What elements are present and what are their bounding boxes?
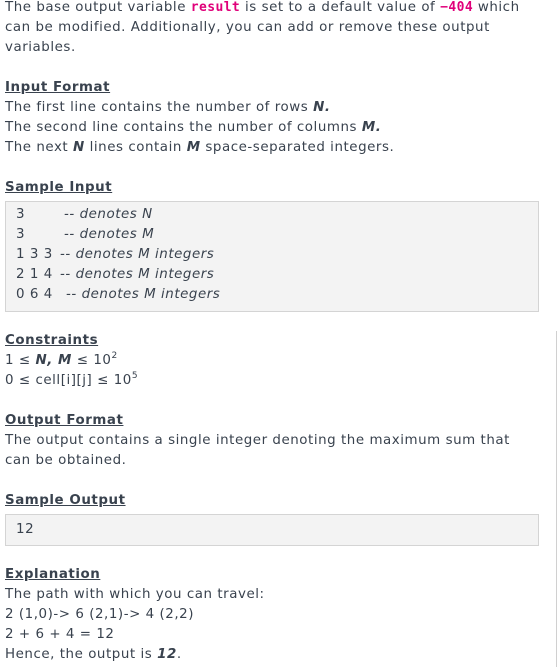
input-format-heading: Input Format — [5, 80, 111, 95]
sample-input-value: 0 6 4 — [16, 287, 53, 302]
sample-output-box — [5, 514, 539, 546]
sample-input-row — [16, 245, 528, 265]
problem-statement — [5, 0, 539, 665]
intro-paragraph — [5, 0, 539, 58]
constraint-text: ≤ 10 — [71, 353, 112, 368]
sample-input-comment: -- denotes N — [64, 207, 153, 222]
variable-m: M — [186, 140, 201, 155]
intro-text: is set to a default value of — [240, 0, 441, 15]
constraint-2 — [5, 371, 539, 391]
sample-input-value: 3 — [16, 207, 26, 222]
result-variable-code: result — [190, 0, 241, 15]
output-format-line-2: can be obtained. — [5, 453, 127, 468]
explanation-text: Hence, the output is — [5, 647, 158, 662]
explanation-line-1: The path with which you can travel: — [5, 587, 265, 602]
sample-input-comment: -- denotes M integers — [60, 267, 215, 282]
explanation-heading: Explanation — [5, 567, 101, 582]
sample-input-comment: -- denotes M integers — [60, 247, 215, 262]
output-format-heading: Output Format — [5, 413, 124, 428]
input-format-line-3 — [5, 138, 539, 158]
input-format-text: space-separated integers. — [200, 140, 395, 155]
sample-input-row — [16, 285, 528, 305]
constraint-text: 1 ≤ — [5, 353, 36, 368]
sample-output-heading: Sample Output — [5, 493, 126, 508]
constraint-exponent: 2 — [111, 351, 118, 361]
intro-line-1 — [5, 0, 539, 18]
sample-input-heading: Sample Input — [5, 180, 113, 195]
explanation-text: . — [176, 647, 182, 662]
intro-text: The base output variable — [5, 0, 191, 15]
input-format-text: lines contain — [84, 140, 187, 155]
sample-input-comment: -- denotes M — [64, 227, 155, 242]
variable-n: N. — [313, 100, 331, 115]
intro-line-2: can be modified. Additionally, you can add or remove these output — [5, 20, 490, 35]
explanation-line-4 — [5, 645, 539, 665]
sample-input-value: 1 3 3 — [16, 247, 53, 262]
variable-m: M. — [361, 120, 382, 135]
constraint-variables: N, M — [35, 353, 72, 368]
intro-text: which — [473, 0, 520, 15]
explanation-line-3: 2 + 6 + 4 = 12 — [5, 627, 115, 642]
default-value-code: −404 — [440, 0, 474, 15]
sample-input-comment: -- denotes M integers — [66, 287, 221, 302]
sample-input-row — [16, 205, 528, 225]
constraints-heading: Constraints — [5, 333, 99, 348]
variable-n: N — [73, 140, 85, 155]
input-format-text: The first line contains the number of rows — [5, 100, 314, 115]
constraint-1 — [5, 351, 539, 371]
sample-input-value: 3 — [16, 227, 26, 242]
explanation-result: 12 — [157, 647, 177, 662]
intro-line-3: variables. — [5, 40, 76, 55]
sample-input-row — [16, 225, 528, 245]
output-format-line-1: The output contains a single integer denoting the maximum sum that — [5, 433, 510, 448]
constraint-exponent: 5 — [131, 371, 139, 381]
sample-input-value: 2 1 4 — [16, 267, 53, 282]
input-format-line-1 — [5, 98, 539, 118]
sample-output-value: 12 — [16, 522, 35, 537]
sample-input-box — [5, 201, 539, 312]
explanation-line-2: 2 (1,0)-> 6 (2,1)-> 4 (2,2) — [5, 607, 195, 622]
input-format-text: The next — [5, 140, 74, 155]
input-format-text: The second line contains the number of columns — [5, 120, 362, 135]
input-format-line-2 — [5, 118, 539, 138]
sample-input-row — [16, 265, 528, 285]
constraint-text: 0 ≤ cell[i][j] ≤ 10 — [5, 373, 132, 388]
